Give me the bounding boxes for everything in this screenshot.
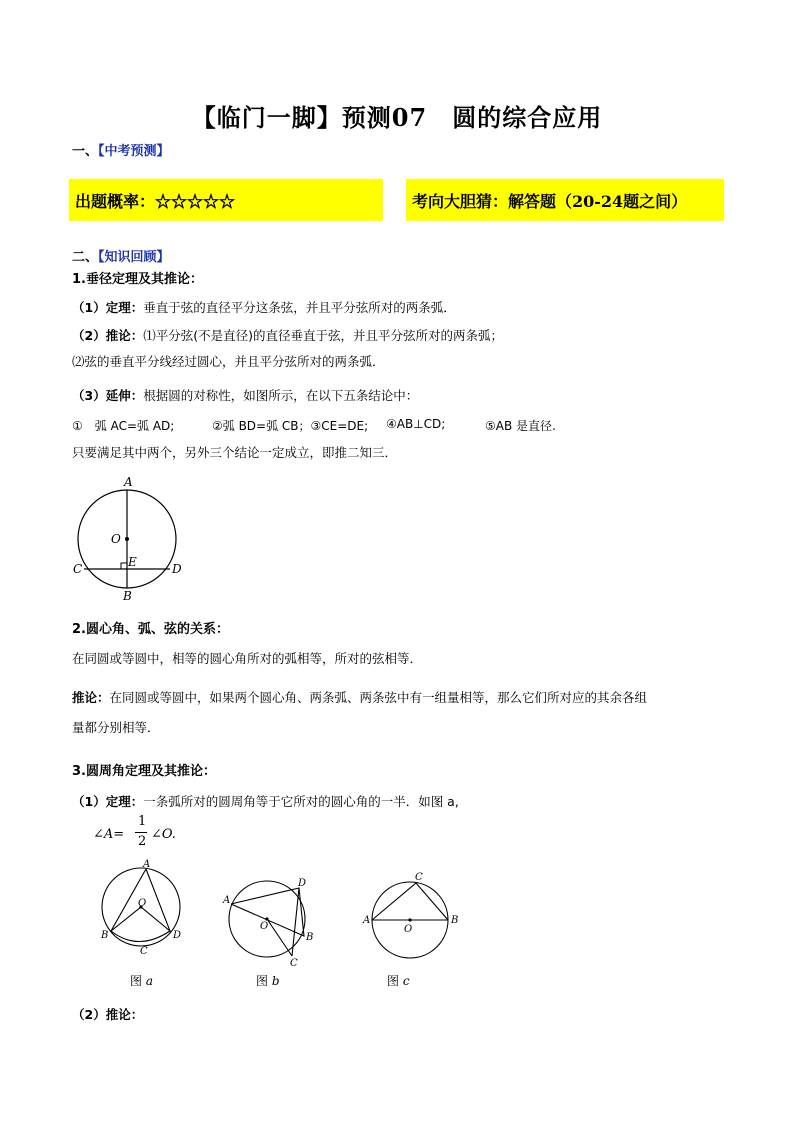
corollary-cont-line: ⑵弦的垂直平分线经过圆心，并且平分弦所对的两条弧． [72,354,385,369]
inscribed-theorem-line [72,792,459,810]
item-label: （1）定理： [72,300,144,315]
central-angle-corollary [72,688,647,706]
formula-lhs: ∠A= [93,827,125,842]
item-text: 垂直于弦的直径平分这条弦，并且平分弦所对的两条弧． [143,300,456,315]
fig-b-label-o: O [260,921,269,932]
caption-letter: a [145,974,153,988]
heading-perpendicular-diameter: 1.垂径定理及其推论： [72,272,203,287]
inscribed-figure-b [220,874,320,969]
central-angle-corollary-cont: 量都分别相等． [72,720,160,735]
fig-c-label-b: B [451,915,459,926]
corollary-line [72,326,503,344]
label-a: A [124,475,133,489]
caption-prefix: 图 [130,974,146,988]
section-heading-forecast [72,140,170,159]
inscribed-figure-a [98,858,188,957]
note-line: 只要满足其中两个，另外三个结论一定成立，即推二知三． [72,445,398,460]
conclusion-4: ④AB⊥CD; [386,417,446,431]
item-text: 根据圆的对称性，如图所示，在以下五条结论中： [143,388,419,403]
section-label: 【中考预测】 [98,144,170,159]
caption-figure-a [130,972,153,989]
label-c: C [73,562,83,576]
fig-b-label-d: D [298,878,307,889]
fig-b-label-a: A [223,895,231,906]
inscribed-figure-c [360,870,470,962]
fig-a-label-d: D [173,930,182,941]
label-o: O [111,532,121,546]
fraction-bar [135,832,147,833]
extension-line [72,386,418,404]
fig-b-label-c: C [290,958,298,969]
caption-figure-b [256,972,280,989]
caption-prefix: 图 [387,974,403,988]
caption-prefix: 图 [256,974,272,988]
section-label: 【知识回顾】 [98,250,170,265]
label-d: D [172,562,182,576]
theorem-line [72,298,456,316]
formula-denominator: 2 [138,834,147,849]
section-prefix: 一、 [72,144,99,159]
fig-a-label-b: B [101,930,109,941]
fig-c-label-c: C [415,872,423,883]
item-label: （3）延伸： [72,388,144,403]
section-prefix: 二、 [72,250,99,265]
heading-central-angle: 2.圆心角、弧、弦的关系： [72,622,229,637]
section-heading-review [72,246,170,265]
right-angle-mark [121,563,127,569]
caption-letter: b [271,974,280,988]
formula-numerator: 1 [138,814,147,829]
page-title: 【临门一脚】预测07 圆的综合应用 [191,103,603,132]
conclusion-2-3: ②弧 BD=弧 CB；③CE=DE; [212,419,369,433]
central-angle-text: 在同圆或等圆中，相等的圆心角所对的弧相等，所对的弦相等． [72,651,423,666]
item-text: 一条弧所对的圆周角等于它所对的圆心角的一半．如图 a, [143,794,459,809]
perpendicular-diameter-figure [70,474,190,604]
probability-text: 出题概率：☆☆☆☆☆ [75,191,236,211]
fig-a-label-c: C [140,946,148,957]
heading-inscribed-angle: 3.圆周角定理及其推论： [72,764,216,779]
conclusion-1: ① 弧 AC=弧 AD; [72,419,175,433]
item-text: ⑴平分弦(不是直径)的直径垂直于弦，并且平分弦所对的两条弧； [143,328,503,343]
caption-letter: c [402,974,410,988]
label-e: E [128,555,137,569]
probability-box [69,179,383,221]
fig-c-label-o: O [404,924,413,935]
fig-a-label-a: A [143,859,151,870]
fig-a-label-o: O [138,898,147,909]
item-label: （1）定理： [72,794,144,809]
fig-b-label-b: B [306,932,314,943]
inscribed-corollary-label: （2）推论： [72,1007,144,1022]
question-type-text: 考向大胆猜：解答题（20-24题之间） [412,191,688,211]
question-type-box [406,179,724,221]
item-text: 在同圆或等圆中，如果两个圆心角、两条弧、两条弦中有一组量相等，那么它们所对应的其余各组 [109,690,648,705]
label-b: B [123,589,132,603]
fig-c-label-a: A [363,915,371,926]
item-label: 推论： [72,690,110,705]
conclusion-5: ⑤AB 是直径. [485,419,556,433]
formula-rhs: ∠O. [151,827,176,842]
center-point [125,537,129,541]
caption-figure-c [387,972,410,989]
item-label: （2）推论： [72,328,144,343]
